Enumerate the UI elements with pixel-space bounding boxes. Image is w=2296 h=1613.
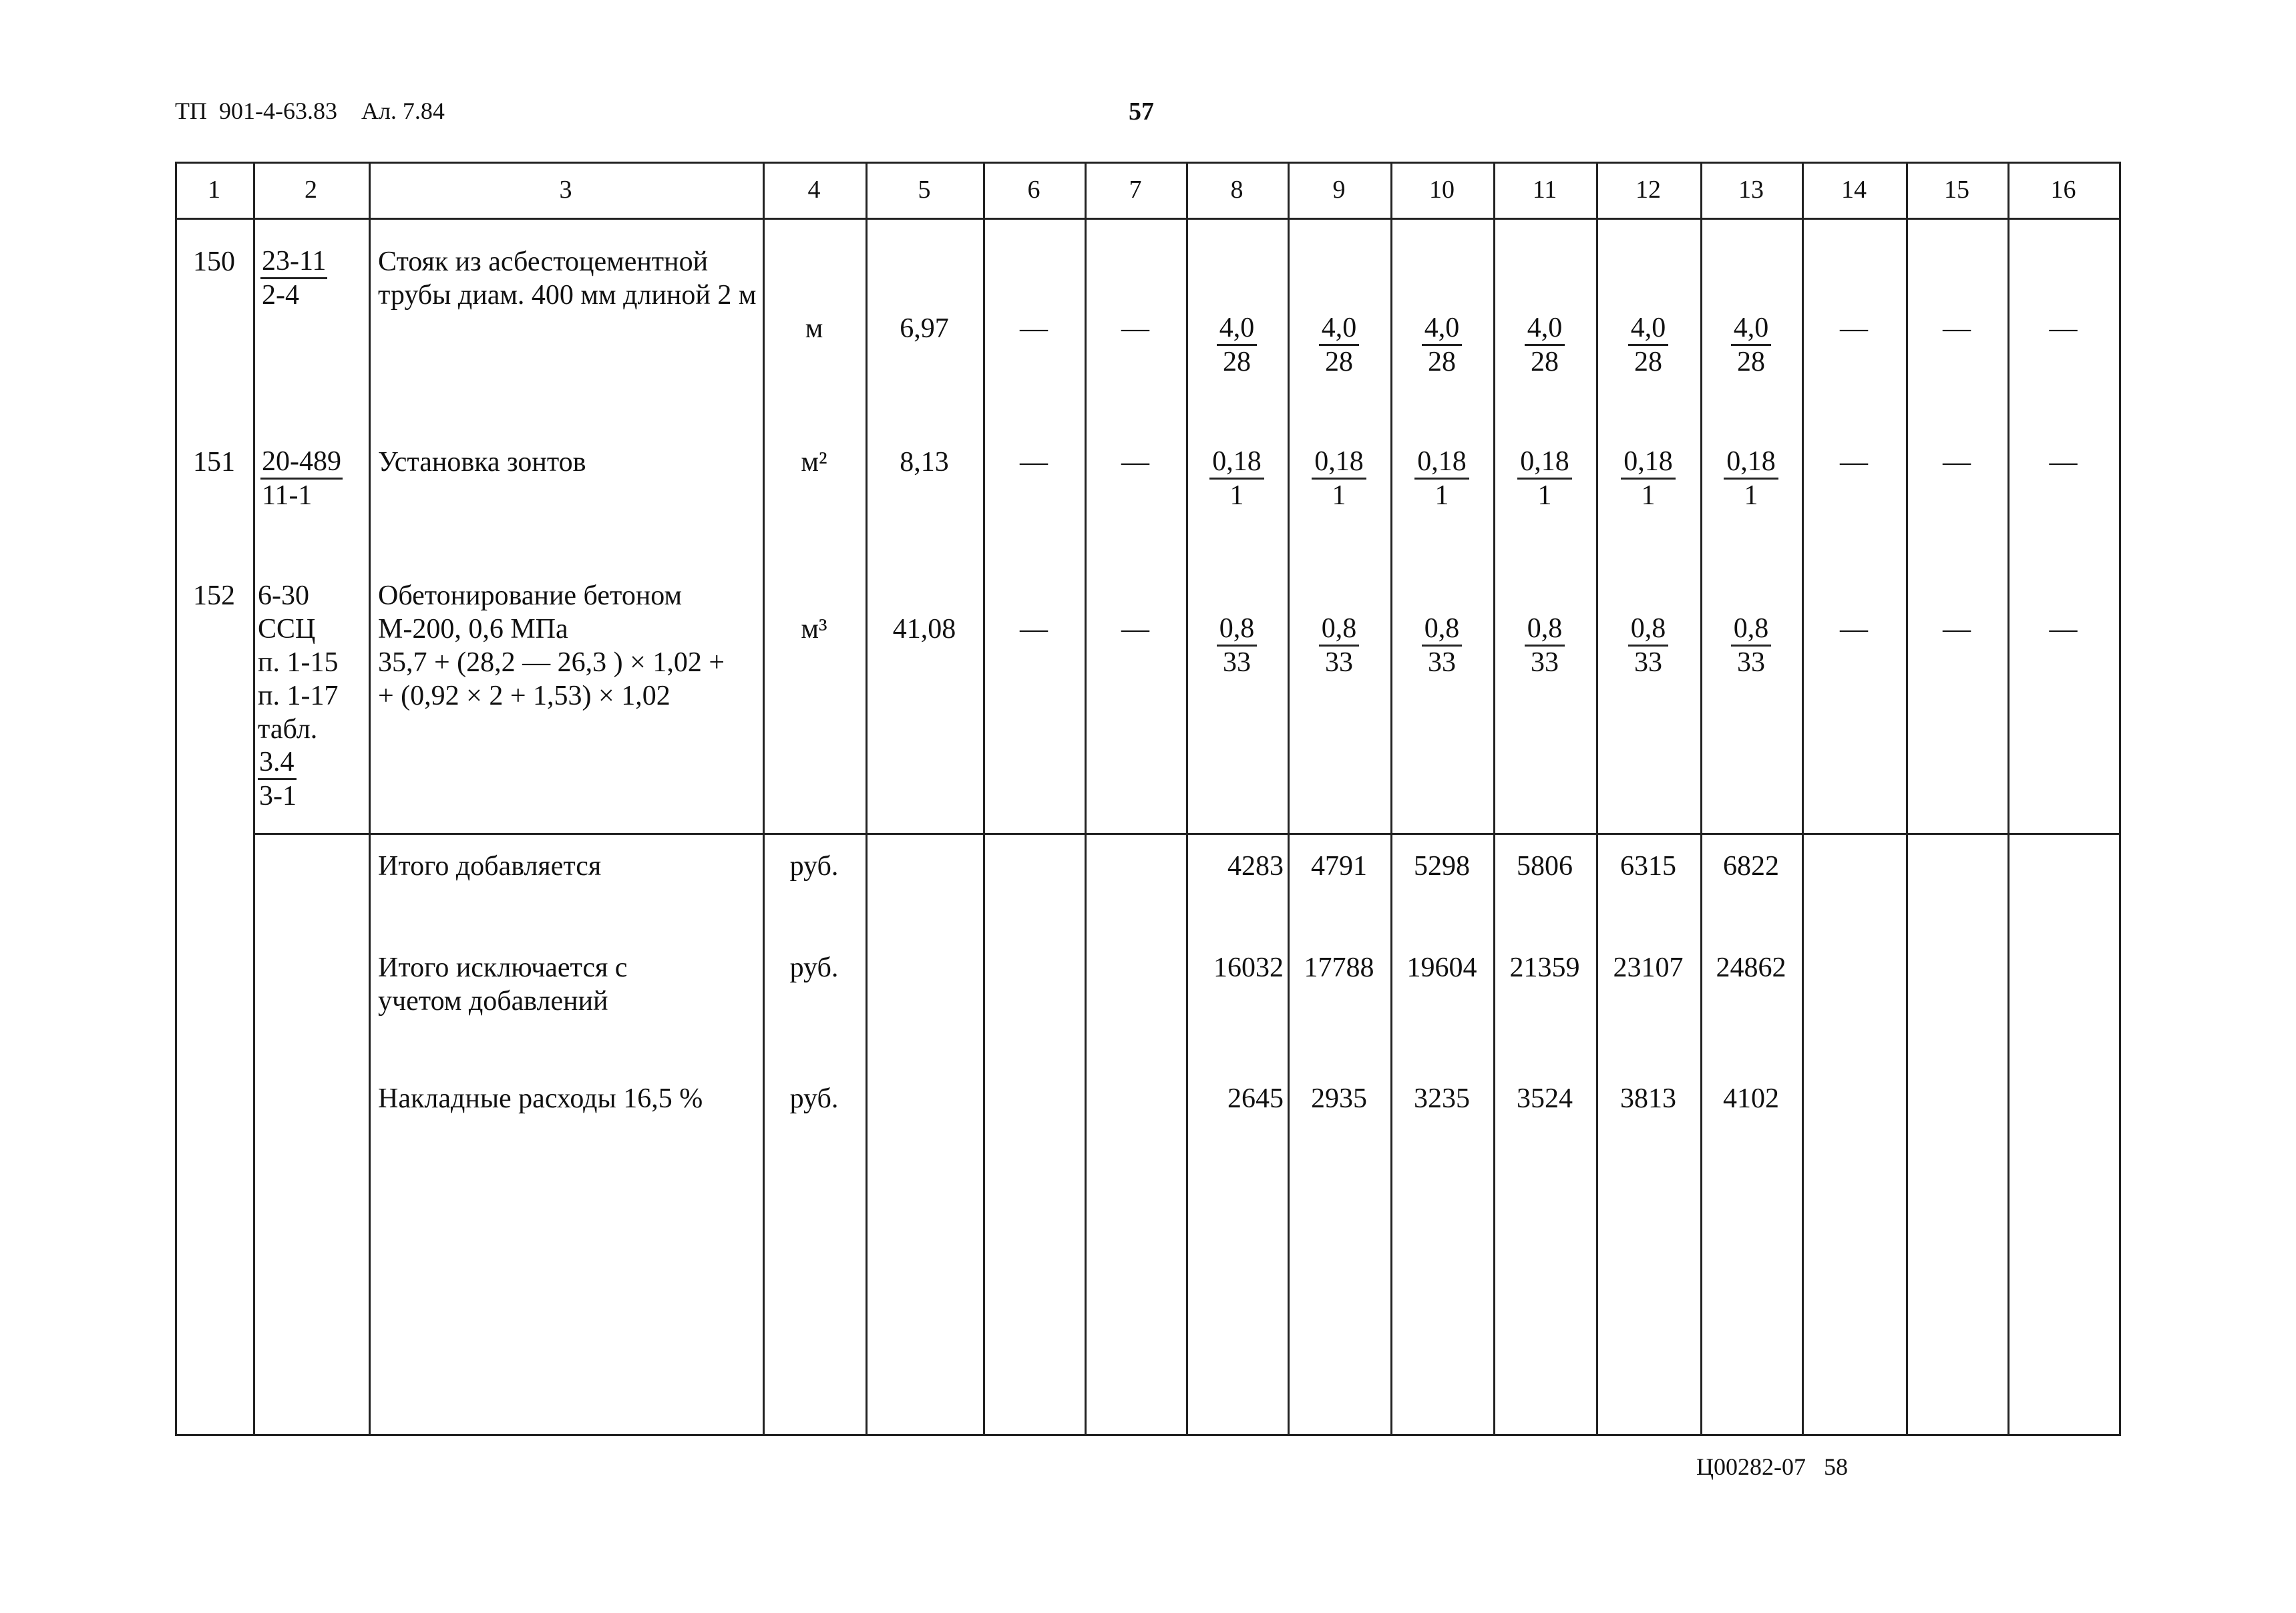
column-divider [983,162,985,1436]
quantity-fraction [1700,612,1802,679]
quantity-fraction [1596,445,1700,512]
norm-code-line: ССЦ [258,614,316,645]
total-unit: руб. [789,851,839,882]
fraction-denominator: 33 [1428,647,1456,678]
header-divider [175,218,2121,220]
fraction-numerator: 0,8 [1525,612,1565,647]
column-divider [1085,162,1087,1436]
fraction-numerator: 4,0 [1525,312,1565,346]
document-footer-code: Ц00282-07 58 [1696,1453,1848,1480]
work-description: Установка зонтов [378,447,586,478]
norm-code-line: п. 1-17 [258,681,339,711]
estimate-table [175,162,2121,1436]
fraction-numerator: 0,18 [1312,445,1366,480]
quantity-fraction [1493,312,1596,379]
fraction-denominator: 1 [1434,480,1449,511]
column-header: 10 [1429,176,1455,204]
total-label-line: Итого исключается с [378,952,628,983]
empty-value: — [2049,614,2078,645]
fraction-numerator: 4,0 [1319,312,1360,346]
column-divider [369,162,371,1436]
fraction-denominator: 1 [1229,480,1244,511]
row-number: 152 [193,580,235,611]
unit-price: 6,97 [900,313,949,344]
empty-value: — [2049,447,2078,478]
column-divider [1906,162,1908,1436]
table-border-bottom [175,1434,2121,1436]
fraction-denominator: 28 [1634,347,1662,377]
work-description [378,579,763,713]
total-value: 2645 [1227,1083,1284,1114]
total-value: 6822 [1723,851,1779,882]
unit: м³ [801,614,827,645]
empty-value: — [2049,313,2078,344]
empty-value: — [1943,313,1971,344]
empty-value: — [1020,447,1048,478]
total-value: 17788 [1304,952,1374,983]
page-number: 57 [1129,98,1154,126]
empty-value: — [1020,313,1048,344]
column-header: 15 [1944,176,1969,204]
total-value: 23107 [1613,952,1684,983]
quantity-fraction [1288,612,1390,679]
norm-code-line: табл. [258,714,318,745]
fraction-numerator: 4,0 [1422,312,1463,346]
row-number: 150 [193,246,235,277]
empty-value: — [1121,447,1149,478]
total-value: 4283 [1227,851,1284,882]
column-divider [763,162,765,1436]
fraction-denominator: 1 [1332,480,1346,511]
fraction-numerator: 0,18 [1414,445,1469,480]
quantity-fraction [1596,312,1700,379]
norm-code-top: 23-11 [260,245,327,279]
unit: м² [801,447,827,478]
fraction-denominator: 28 [1428,347,1456,377]
norm-code-bottom: 11-1 [262,480,313,511]
total-value: 21359 [1509,952,1580,983]
description-line: + (0,92 × 2 + 1,53) × 1,02 [378,681,671,711]
fraction-denominator: 28 [1325,347,1353,377]
column-header: 1 [208,176,220,204]
empty-value: — [1943,614,1971,645]
fraction-numerator: 0,8 [1628,612,1669,647]
work-description: Стояк из асбестоцементной трубы диам. 400 мм длиной 2 м [378,246,757,311]
column-divider [2007,162,2010,1436]
fraction-numerator: 0,8 [1217,612,1258,647]
unit-price: 41,08 [892,614,956,645]
description-line: М-200, 0,6 МПа [378,614,568,645]
empty-value: — [1121,614,1149,645]
empty-value: — [1840,313,1868,344]
total-label: Накладные расходы 16,5 % [378,1083,703,1114]
fraction-denominator: 1 [1744,480,1758,511]
unit: м [805,313,823,344]
total-value: 4791 [1311,851,1367,882]
fraction-denominator: 33 [1531,647,1559,678]
quantity-fraction [1288,445,1390,512]
column-divider [866,162,868,1436]
column-header: 6 [1027,176,1040,204]
fraction-numerator: 0,18 [1621,445,1676,480]
norm-code [260,245,327,312]
total-value: 16032 [1213,952,1284,983]
column-header: 11 [1532,176,1557,204]
quantity-fraction [1596,612,1700,679]
empty-value: — [1020,614,1048,645]
total-value: 3813 [1620,1083,1676,1114]
column-header: 7 [1129,176,1142,204]
quantity-fraction [1493,612,1596,679]
column-divider [253,162,255,1436]
empty-value: — [1840,614,1868,645]
quantity-fraction [1700,445,1802,512]
total-value: 19604 [1406,952,1477,983]
fraction-numerator: 4,0 [1628,312,1669,346]
fraction-numerator: 4,0 [1217,312,1258,346]
total-value: 24862 [1716,952,1786,983]
unit-price: 8,13 [900,447,949,478]
quantity-fraction [1288,312,1390,379]
table-border-right [2119,162,2121,1436]
quantity-fraction [1493,445,1596,512]
quantity-fraction [1390,312,1493,379]
table-border-left [175,162,177,1436]
row-number: 151 [193,447,235,478]
column-header: 5 [918,176,931,204]
column-header: 4 [807,176,821,204]
norm-code-line: п. 1-15 [258,647,339,678]
column-header: 16 [2050,176,2076,204]
norm-code [258,579,369,813]
fraction-numerator: 0,8 [1319,612,1360,647]
total-value: 4102 [1723,1083,1779,1114]
quantity-fraction [1700,312,1802,379]
total-value: 2935 [1311,1083,1367,1114]
fraction-numerator: 4,0 [1731,312,1772,346]
quantity-fraction [1186,312,1288,379]
norm-code-line: 6-30 [258,580,309,611]
column-header: 14 [1841,176,1867,204]
norm-code [260,445,343,512]
fraction-denominator: 1 [1537,480,1552,511]
column-header: 12 [1636,176,1661,204]
fraction-numerator: 0,8 [1422,612,1463,647]
fraction-denominator: 33 [1634,647,1662,678]
fraction-numerator: 0,8 [1731,612,1772,647]
description-line: Обетонирование бетоном [378,580,683,611]
quantity-fraction [1186,445,1288,512]
total-value: 3524 [1517,1083,1573,1114]
fraction-numerator: 0,18 [1209,445,1264,480]
total-value: 6315 [1620,851,1676,882]
norm-code-bottom: 2-4 [262,280,299,311]
column-header: 8 [1230,176,1243,204]
fraction-denominator: 28 [1223,347,1251,377]
fraction-denominator: 1 [1641,480,1656,511]
column-header: 13 [1738,176,1764,204]
fraction-denominator: 33 [1223,647,1251,678]
quantity-fraction [1390,445,1493,512]
empty-value: — [1840,447,1868,478]
document-code: ТП 901-4-63.83 Ал. 7.84 [175,98,445,124]
quantity-fraction [1390,612,1493,679]
empty-value: — [1943,447,1971,478]
fraction-numerator: 0,18 [1724,445,1778,480]
total-value: 3235 [1414,1083,1470,1114]
description-line: 35,7 + (28,2 — 26,3 ) × 1,02 + [378,647,725,678]
norm-code-top: 20-489 [260,445,343,480]
total-value: 5806 [1517,851,1573,882]
fraction-denominator: 28 [1531,347,1559,377]
column-header: 9 [1332,176,1346,204]
fraction-denominator: 28 [1737,347,1765,377]
fraction-denominator: 33 [1737,647,1765,678]
column-divider [1802,162,1804,1436]
total-unit: руб. [789,952,839,983]
total-label [378,951,759,1018]
totals-divider [253,833,2121,835]
column-header: 2 [305,176,317,204]
norm-code-top: 3.4 [258,746,297,780]
column-header: 3 [559,176,572,204]
total-unit: руб. [789,1083,839,1114]
total-label-line: учетом добавлений [378,986,608,1017]
quantity-fraction [1186,612,1288,679]
empty-value: — [1121,313,1149,344]
fraction-denominator: 33 [1325,647,1353,678]
total-value: 5298 [1414,851,1470,882]
fraction-numerator: 0,18 [1517,445,1572,480]
norm-code-bottom: 3-1 [259,781,297,812]
total-label: Итого добавляется [378,851,602,882]
